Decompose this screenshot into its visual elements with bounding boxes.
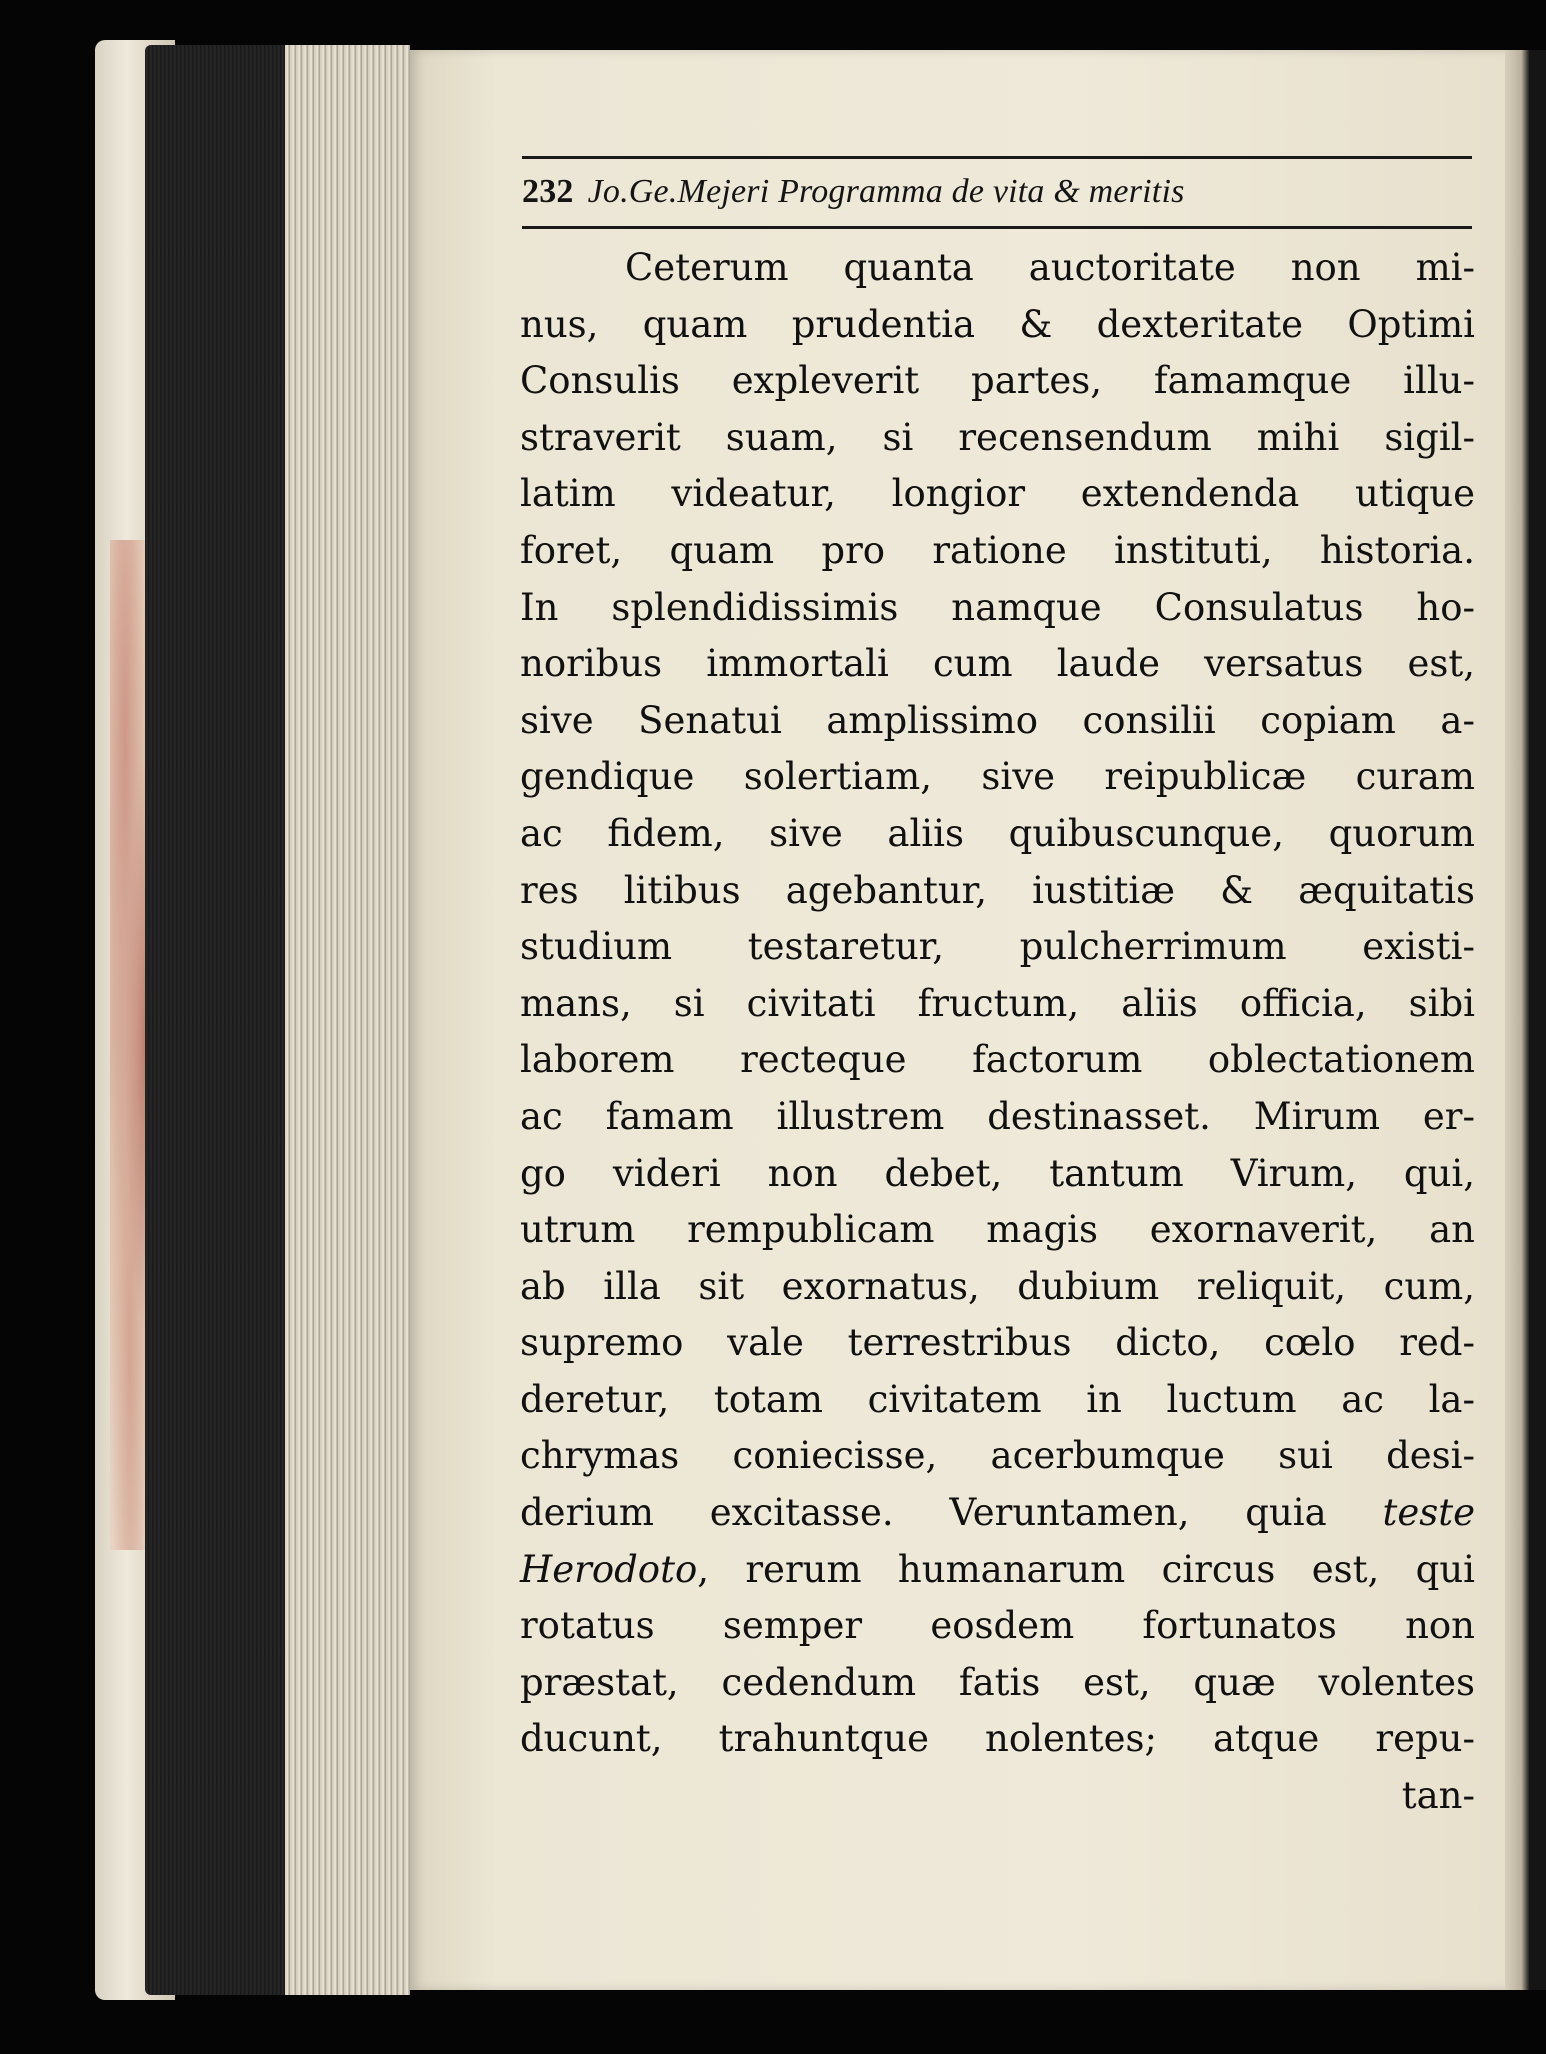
text-line: In splendidissimis namque Consulatus ho-	[520, 585, 1475, 629]
italic-name: Herodoto	[520, 1547, 698, 1591]
catchword: tan-	[1401, 1774, 1475, 1818]
text-line: mans, si civitati fructum, aliis officia, sibi	[520, 981, 1475, 1025]
text-line: gendique solertiam, sive reipublicæ curam	[520, 755, 1475, 799]
text-line: chrymas coniecisse, acerbumque sui desi-	[520, 1434, 1475, 1478]
text-line	[520, 1542, 1475, 1599]
text-line: rotatus semper eosdem fortunatos non	[520, 1604, 1475, 1648]
running-head	[522, 164, 1472, 220]
body-text	[520, 240, 1475, 1825]
text-line: ab illa sit exornatus, dubium reliquit, cum,	[520, 1264, 1475, 1308]
text-line: studium testaretur, pulcherrimum existi-	[520, 925, 1475, 969]
text-line	[520, 1485, 1475, 1542]
italic-word: teste	[1382, 1491, 1476, 1535]
facing-page-edge	[1505, 50, 1546, 1990]
text-line: nus, quam prudentia & dexteritate Optimi	[520, 302, 1475, 346]
text-line: Consulis expleverit partes, famamque illu-	[520, 359, 1475, 403]
text-line: ducunt, trahuntque nolentes; atque repu-	[520, 1717, 1475, 1761]
text-line: utrum rempublicam magis exornaverit, an	[520, 1208, 1475, 1252]
text-line: res litibus agebantur, iustitiæ & æquitatis	[520, 868, 1475, 912]
text-segment: , rerum humanarum circus est, qui	[697, 1547, 1475, 1591]
page-block-edge-dark	[145, 45, 285, 1995]
text-line: ac famam illustrem destinasset. Mirum er-	[520, 1094, 1475, 1138]
text-line: latim videatur, longior extendenda utique	[520, 472, 1475, 516]
text-line: go videri non debet, tantum Virum, qui,	[520, 1151, 1475, 1195]
text-line: straverit suam, si recensendum mihi sigil-	[520, 415, 1475, 459]
text-line: supremo vale terrestribus dicto, cœlo red-	[520, 1321, 1475, 1365]
text-line: noribus immortali cum laude versatus est,	[520, 642, 1475, 686]
text-segment: derium excitasse. Veruntamen, quia	[520, 1491, 1327, 1535]
text-line: laborem recteque factorum oblectationem	[520, 1038, 1475, 1082]
page-number: 232	[522, 173, 574, 210]
header-rule-top	[522, 156, 1472, 159]
header-rule-bottom	[522, 226, 1472, 229]
text-line: præstat, cedendum fatis est, quæ volentes	[520, 1660, 1475, 1704]
page-block-edge-light	[285, 45, 410, 1995]
text-line: sive Senatui amplissimo consilii copiam a-	[520, 698, 1475, 742]
text-line: foret, quam pro ratione instituti, historia.	[520, 528, 1475, 572]
text-line: ac fidem, sive aliis quibuscunque, quorum	[520, 811, 1475, 855]
text-line: Ceterum quanta auctoritate non mi-	[625, 246, 1475, 289]
text-line: deretur, totam civitatem in luctum ac la-	[520, 1377, 1475, 1421]
running-head-title: Jo.Ge.Mejeri Programma de vita & meritis	[587, 173, 1185, 210]
